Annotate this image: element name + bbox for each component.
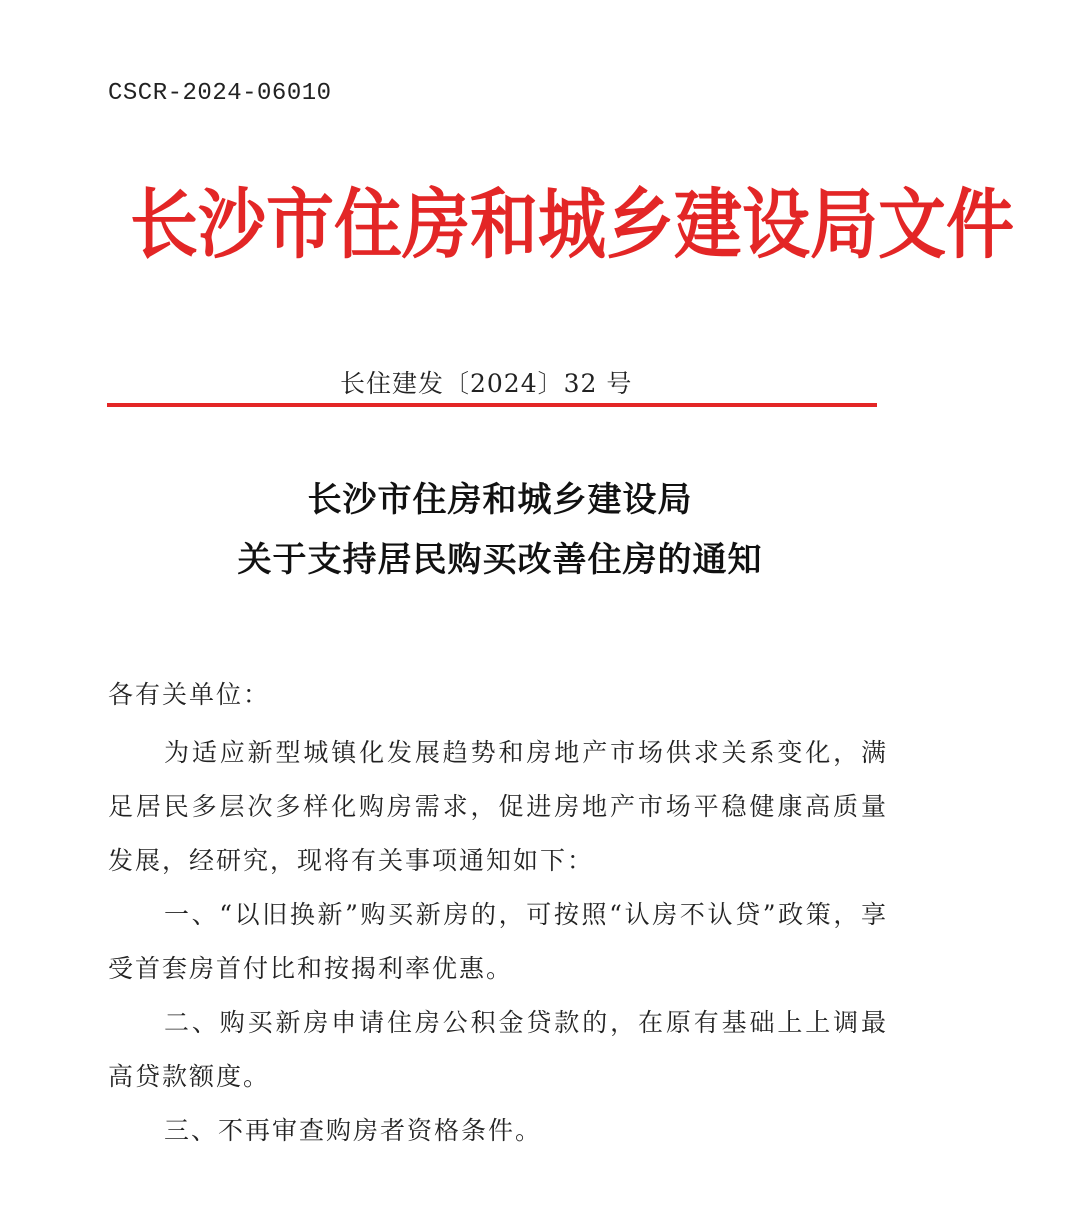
document-code: CSCR-2024-06010 <box>108 80 332 107</box>
item-1-paragraph: 一、“以旧换新”购买新房的，可按照“认房不认贷”政策，享受首套房首付比和按揭利率优惠。 <box>108 900 888 983</box>
notice-title <box>0 470 1000 590</box>
agency-header-title: 长沙市住房和城乡建设局文件 <box>130 180 1015 271</box>
salutation: 各有关单位： <box>108 680 271 709</box>
notice-title-line-2: 关于支持居民购买改善住房的通知 <box>237 540 763 580</box>
notice-body <box>108 668 888 1158</box>
notice-title-line-1: 长沙市住房和城乡建设局 <box>307 480 693 520</box>
item-2-paragraph: 二、购买新房申请住房公积金贷款的，在原有基础上上调最高贷款额度。 <box>108 1008 888 1091</box>
red-divider <box>107 403 877 407</box>
item-3-paragraph: 三、不再审查购房者资格条件。 <box>164 1116 543 1145</box>
document-number: 长住建发〔2024〕32 号 <box>340 369 633 398</box>
intro-paragraph: 为适应新型城镇化发展趋势和房地产市场供求关系变化，满足居民多层次多样化购房需求，促进房地产市场平稳健康高质量发展，经研究，现将有关事项通知如下： <box>108 738 888 875</box>
